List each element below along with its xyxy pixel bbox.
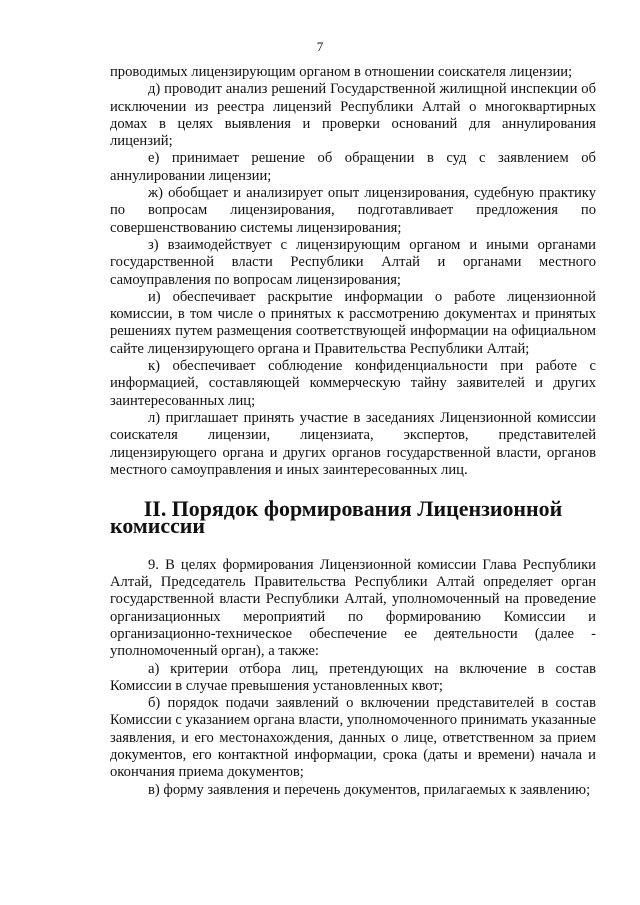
paragraph-item-z: з) взаимодействует с лицензирующим органом и иными органами государственной власти Республики Алтай и органами местного самоуправления по вопросам лицензирования; xyxy=(110,236,596,288)
paragraph-item-a: а) критерии отбора лиц, претендующих на включение в состав Комиссии в случае превышения установленных квот; xyxy=(110,660,596,694)
paragraph-item-l: л) приглашает принять участие в заседаниях Лицензионной комиссии соискателя лицензии, лицензиата, экспертов, представителей лицензирующего органа и других органов государственной власти, органов местного самоуправления и иных заинтересованных лиц. xyxy=(110,409,596,478)
paragraph-item-e: е) принимает решение об обращении в суд с заявлением об аннулировании лицензии; xyxy=(110,150,596,184)
paragraph-item-i: и) обеспечивает раскрытие информации о работе лицензионной комиссии, в том числе о принятых к рассмотрению документах и принятых решениях путем размещения соответствующей информации на официальном сайте лицензирующего органа и Правительства Республики Алтай; xyxy=(110,288,596,357)
paragraph-continuation: проводимых лицензирующим органом в отношении соискателя лицензии; xyxy=(110,64,573,80)
section-heading: II. Порядок формирования Лицензионной комиссии xyxy=(110,496,563,539)
page-number: 7 xyxy=(316,39,324,54)
document-body xyxy=(110,64,596,799)
paragraph-item-k: к) обеспечивает соблюдение конфиденциальности при работе с информацией, составляющей коммерческую тайну заявителей и других заинтересованных лиц; xyxy=(110,358,596,409)
paragraph-clause-9: 9. В целях формирования Лицензионной комиссии Глава Республики Алтай, Председатель Правительства Республики Алтай определяет орган государственной власти Республики Алтай, уполномоченный на проведение организационных мероприятий по формированию Комиссии и организационно-техническое обеспечение ее деятельности (далее - уполномоченный орган), а также: xyxy=(110,556,596,660)
paragraph-item-d: д) проводит анализ решений Государственной жилищной инспекции об исключении из реестра лицензий Республики Алтай о многоквартирных домах в целях выявления и проверки оснований для аннулирования лицензий; xyxy=(110,81,596,150)
paragraph-item-v: в) форму заявления и перечень документов, прилагаемых к заявлению; xyxy=(148,781,591,798)
paragraph-item-zh: ж) обобщает и анализирует опыт лицензирования, судебную практику по вопросам лицензирования, подготавливает предложения по совершенствованию системы лицензирования; xyxy=(110,185,596,236)
paragraph-item-b: б) порядок подачи заявлений о включении представителей в состав Комиссии с указанием органа власти, уполномоченного принимать указанные заявления, и его местонахождения, данных о лице, ответственном за прием документов, его контактной информации, срока (даты и времени) начала и окончания приема документов; xyxy=(110,695,596,781)
